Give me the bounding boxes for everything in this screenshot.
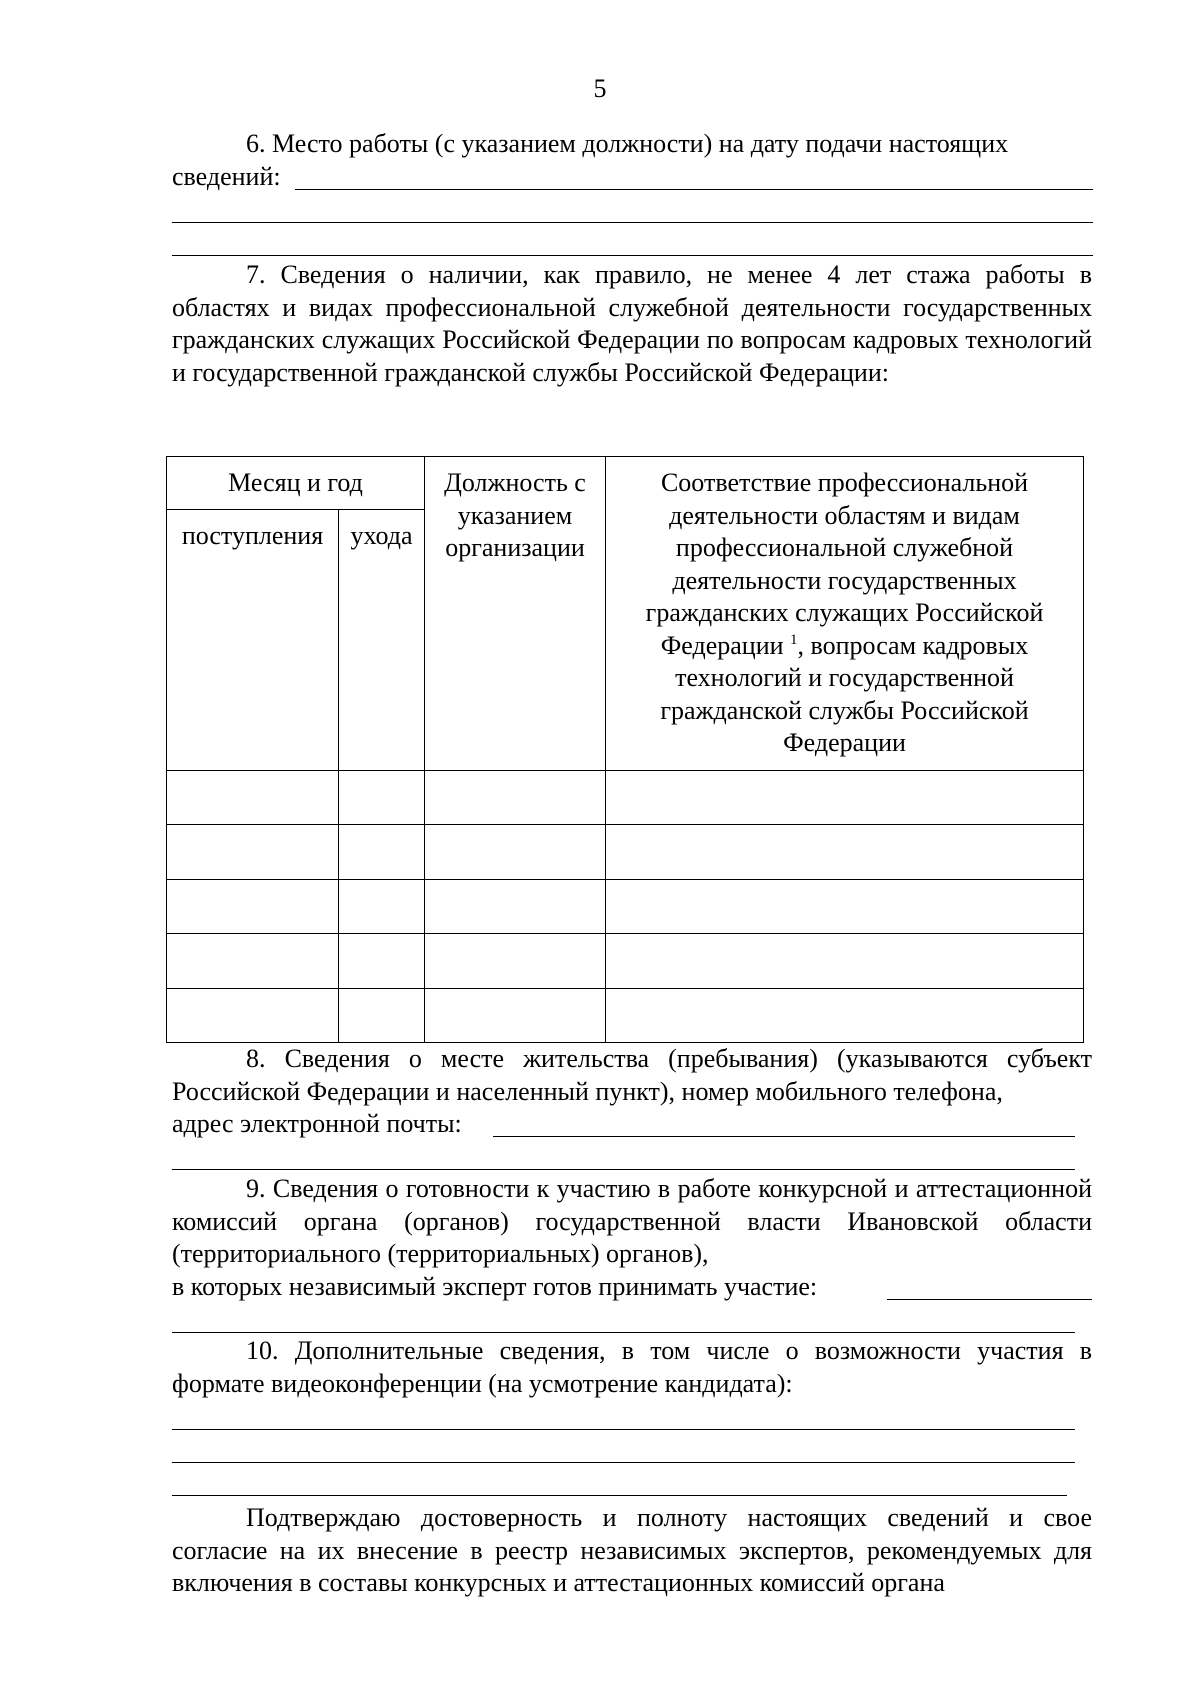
table-cell-position[interactable]: [425, 770, 606, 825]
table-cell-position[interactable]: [425, 825, 606, 880]
table-cell-end[interactable]: [339, 825, 425, 880]
table-row: [167, 879, 1084, 934]
item-9-fill-line-2[interactable]: [172, 1332, 1075, 1333]
table-cell-end[interactable]: [339, 770, 425, 825]
table-cell-start[interactable]: [167, 934, 339, 989]
item-6-fill-line-3[interactable]: [172, 255, 1093, 256]
table-cell-end[interactable]: [339, 879, 425, 934]
header-start: поступления: [167, 510, 339, 770]
table-row: [167, 934, 1084, 989]
table-cell-position[interactable]: [425, 879, 606, 934]
table-cell-start[interactable]: [167, 988, 339, 1043]
table-cell-compliance[interactable]: [606, 825, 1084, 880]
item-8-text-cont: адрес электронной почты:: [172, 1109, 462, 1138]
header-compliance-label-cont: , вопросам кадровых технологий и государственной гражданской службы Российской Федерации: [660, 630, 1029, 757]
item-10-fill-line-3[interactable]: [172, 1495, 1067, 1496]
item-10-fill-line-1[interactable]: [172, 1429, 1075, 1430]
item-8-fill-line-1[interactable]: [493, 1136, 1075, 1137]
table-cell-position[interactable]: [425, 988, 606, 1043]
item-6-text: 6. Место работы (с указанием должности) на дату подачи настоящих: [246, 129, 1009, 158]
table-row: [167, 988, 1084, 1043]
header-month-year: Месяц и год: [167, 457, 425, 510]
item-9-text-cont: в которых независимый эксперт готов принимать участие:: [172, 1271, 818, 1301]
experience-table: [166, 456, 1084, 1043]
item-6-text-cont: сведений:: [172, 161, 281, 191]
table-cell-end[interactable]: [339, 934, 425, 989]
table-cell-start[interactable]: [167, 770, 339, 825]
item-6-fill-line-1[interactable]: [295, 189, 1093, 190]
item-7-text: 7. Сведения о наличии, как правило, не менее 4 лет стажа работы в областях и видах профессиональной служебной деятельности государственных гражданских служащих Российской Федерации по вопросам кадровых технологий и государственной гражданской службы Российской Федерации:: [172, 260, 1092, 387]
header-compliance: [606, 457, 1084, 771]
table-cell-end[interactable]: [339, 988, 425, 1043]
item-9-fill-line-1[interactable]: [887, 1299, 1092, 1300]
confirmation-text: Подтверждаю достоверность и полноту настоящих сведений и свое согласие на их внесение в реестр независимых экспертов, рекомендуемых для включения в составы конкурсных и аттестационных комиссий органа: [172, 1503, 1092, 1597]
item-8-fill-line-2[interactable]: [172, 1169, 1075, 1170]
table-cell-compliance[interactable]: [606, 879, 1084, 934]
item-10-fill-line-2[interactable]: [172, 1462, 1075, 1463]
item-8-text: 8. Сведения о месте жительства (пребывания) (указываются субъект Российской Федерации и населенный пункт), номер мобильного телефона,: [172, 1044, 1092, 1106]
footnote-mark: 1: [790, 631, 798, 648]
item-10-text: 10. Дополнительные сведения, в том числе о возможности участия в формате видеоконференции (на усмотрение кандидата):: [172, 1336, 1092, 1398]
item-6-fill-line-2[interactable]: [172, 222, 1093, 223]
item-9-text: 9. Сведения о готовности к участию в работе конкурсной и аттестационной комиссий органа (органов) государственной власти Ивановской области (территориального (территориальных) органов),: [172, 1174, 1092, 1268]
page-number: 5: [593, 74, 607, 103]
table-row: [167, 825, 1084, 880]
header-position-label: Должность с указанием организации: [444, 468, 586, 562]
header-position: [425, 457, 606, 771]
table-cell-position[interactable]: [425, 934, 606, 989]
table-cell-start[interactable]: [167, 825, 339, 880]
header-end: ухода: [339, 510, 425, 770]
header-compliance-label: Соответствие профессиональной деятельности областям и видам профессиональной служебной деятельности государственных гражданских служащих Российской Федерации: [645, 468, 1044, 660]
table-cell-compliance[interactable]: [606, 934, 1084, 989]
table-cell-compliance[interactable]: [606, 770, 1084, 825]
table-cell-start[interactable]: [167, 879, 339, 934]
table-header-row-1: [167, 457, 1084, 510]
table-row: [167, 770, 1084, 825]
table-cell-compliance[interactable]: [606, 988, 1084, 1043]
